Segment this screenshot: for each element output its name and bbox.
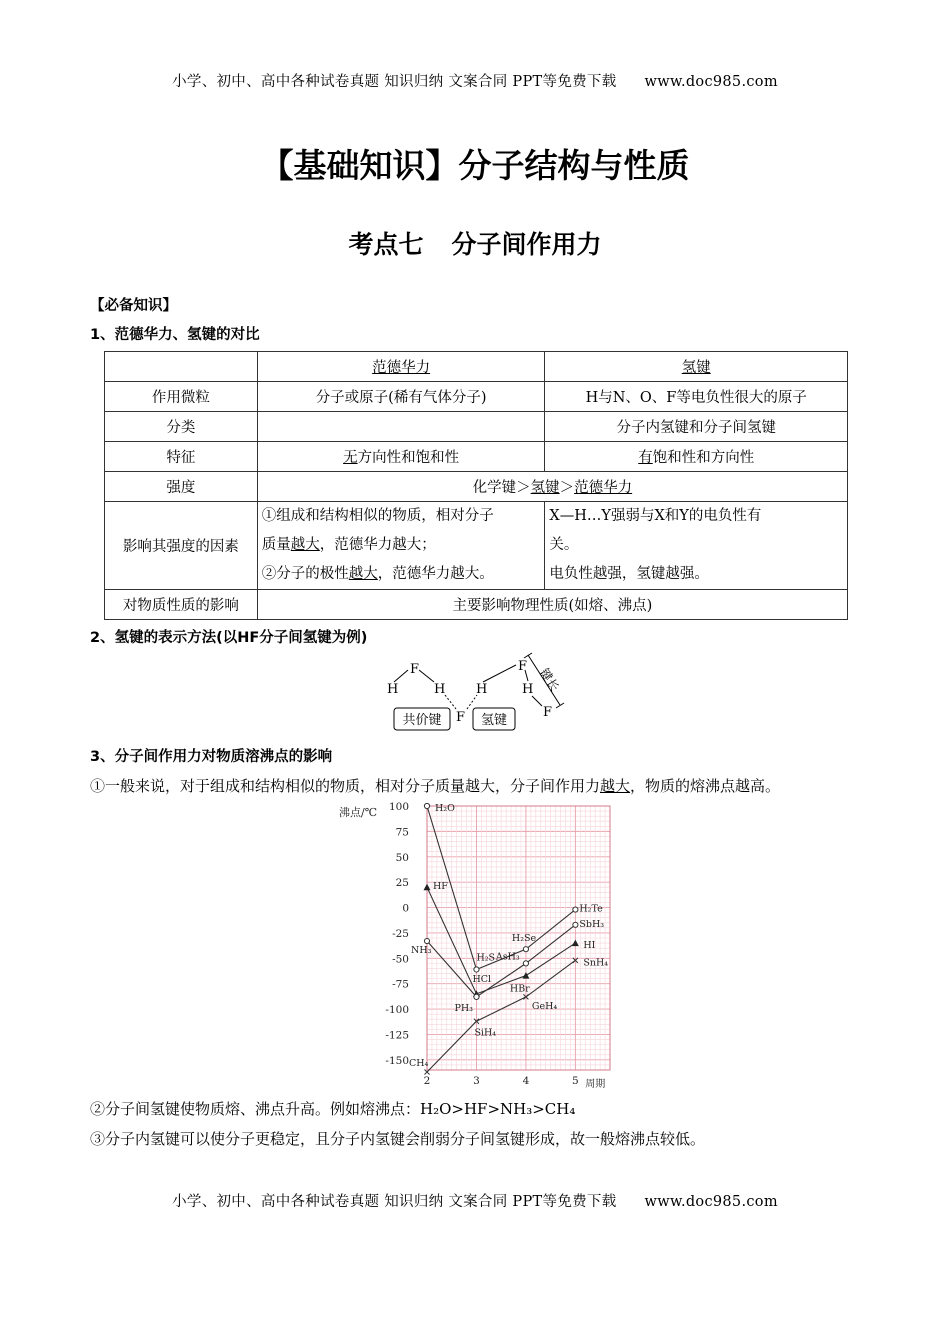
table-cell: 分子内氢键和分子间氢键 bbox=[545, 412, 848, 442]
cell-line bbox=[262, 531, 541, 560]
data-label: H₂Te bbox=[579, 903, 603, 915]
main-title: 【基础知识】分子结构与性质 bbox=[260, 146, 690, 185]
footer-text: 小学、初中、高中各种试卷真题 知识归纳 文案合同 PPT等免费下载 bbox=[172, 1194, 617, 1210]
x-tick-label: 3 bbox=[473, 1075, 480, 1087]
paragraph-2: ②分子间氢键使物质熔、沸点升高。例如熔沸点：H₂O>HF>NH₃>CH₄ bbox=[90, 1100, 576, 1118]
hydrogen-bond-dots bbox=[445, 695, 456, 709]
boiling-point-chart bbox=[335, 800, 615, 1088]
y-tick-label: 75 bbox=[395, 826, 409, 839]
atom-h: H bbox=[387, 682, 399, 697]
atom-h: H bbox=[476, 682, 488, 697]
table-row bbox=[105, 382, 848, 412]
table-row bbox=[105, 472, 848, 502]
header-hbond: 氢键 bbox=[681, 360, 711, 376]
section2-heading: 2、氢键的表示方法(以HF分子间氢键为例) bbox=[90, 630, 368, 646]
table-cell bbox=[545, 502, 848, 590]
hydrogen-bond-dots bbox=[467, 695, 477, 709]
table-cell bbox=[545, 442, 848, 472]
sub-title-part2: 分子间作用力 bbox=[451, 230, 602, 259]
data-point bbox=[523, 961, 528, 966]
row-label: 特征 bbox=[105, 442, 258, 472]
data-label: NH₃ bbox=[411, 945, 432, 957]
underlined-text: 范德华力 bbox=[574, 480, 633, 496]
table-cell bbox=[257, 412, 545, 442]
underlined-text: 越大 bbox=[348, 566, 378, 582]
row-label: 作用微粒 bbox=[105, 382, 258, 412]
covalent-bond-line bbox=[394, 670, 408, 682]
x-tick-label: 2 bbox=[423, 1075, 431, 1087]
sub-title-part1: 考点七 bbox=[348, 230, 424, 259]
bond-length-marker bbox=[556, 703, 564, 708]
table-header-cell bbox=[257, 352, 545, 382]
header-vdw: 范德华力 bbox=[372, 360, 431, 376]
y-tick-label: -125 bbox=[385, 1029, 409, 1042]
table-cell bbox=[257, 442, 545, 472]
cell-text: 化学键＞ bbox=[472, 480, 531, 496]
data-point bbox=[474, 994, 479, 999]
atom-h: H bbox=[434, 682, 446, 697]
data-label: HBr bbox=[509, 983, 530, 995]
data-point bbox=[424, 938, 429, 943]
page-header bbox=[0, 70, 950, 91]
underlined-text: 越大 bbox=[290, 537, 320, 553]
data-point bbox=[523, 947, 528, 952]
cell-line: X—H…Y强弱与X和Y的电负性有 bbox=[549, 508, 762, 524]
header-text: 小学、初中、高中各种试卷真题 知识归纳 文案合同 PPT等免费下载 bbox=[172, 74, 617, 90]
cell-text: 质量 bbox=[261, 537, 291, 553]
cell-text: ，范德华力越大； bbox=[319, 537, 436, 553]
table-cell: 分子或原子(稀有气体分子) bbox=[257, 382, 545, 412]
atom-f: F bbox=[456, 710, 466, 725]
table-header-cell bbox=[545, 352, 848, 382]
x-tick-label: 4 bbox=[522, 1075, 530, 1087]
data-label: HI bbox=[583, 940, 596, 952]
y-tick-label: 0 bbox=[402, 902, 409, 915]
covalent-bond-label: 共价键 bbox=[402, 713, 442, 728]
data-label: H₂S bbox=[476, 952, 496, 964]
cell-text: 饱和性和方向性 bbox=[652, 450, 755, 466]
cell-text: ②分子的极性 bbox=[261, 566, 349, 582]
x-tick-label: 5 bbox=[572, 1075, 579, 1087]
paragraph-3: ③分子内氢键可以使分子更稳定，且分子内氢键会削弱分子间氢键形成，故一般熔沸点较低。 bbox=[90, 1130, 706, 1148]
paragraph-text: ①一般来说，对于组成和结构相似的物质，相对分子质量越大，分子间作用力 bbox=[90, 777, 601, 795]
header-url[interactable]: www.doc985.com bbox=[644, 74, 778, 90]
cell-text: ＞ bbox=[559, 480, 575, 496]
section-label: 【必备知识】 bbox=[90, 298, 177, 314]
paragraph-text: ，物质的熔沸点越高。 bbox=[630, 777, 781, 795]
atom-f: F bbox=[543, 705, 553, 720]
data-label: SiH₄ bbox=[474, 1027, 497, 1039]
section3-heading: 3、分子间作用力对物质溶沸点的影响 bbox=[90, 749, 333, 765]
underlined-text: 无 bbox=[343, 450, 358, 466]
y-axis-label: 沸点/℃ bbox=[339, 806, 378, 819]
covalent-bond-line bbox=[419, 670, 434, 682]
row-label: 分类 bbox=[105, 412, 258, 442]
data-label: GeH₄ bbox=[531, 1000, 558, 1012]
section1-heading: 1、范德华力、氢键的对比 bbox=[90, 327, 260, 343]
underlined-text: 氢键 bbox=[530, 480, 560, 496]
hf-hydrogen-bond-diagram bbox=[380, 650, 580, 735]
underlined-text: 有 bbox=[638, 450, 653, 466]
covalent-bond-line bbox=[483, 665, 516, 682]
table-row bbox=[105, 442, 848, 472]
atom-f: F bbox=[518, 659, 528, 674]
table-cell bbox=[257, 502, 545, 590]
table-row bbox=[105, 412, 848, 442]
y-tick-label: 25 bbox=[395, 877, 409, 890]
table-row bbox=[105, 590, 848, 620]
data-label: SnH₄ bbox=[583, 957, 609, 969]
underlined-text: 越大 bbox=[600, 777, 631, 795]
data-label: HCl bbox=[472, 973, 492, 985]
y-tick-label: -25 bbox=[392, 927, 409, 940]
hydrogen-bond-label: 氢键 bbox=[480, 713, 508, 728]
data-point bbox=[424, 803, 429, 808]
data-label: SbH₃ bbox=[579, 918, 605, 930]
table-header-row bbox=[105, 352, 848, 382]
cell-line: 电负性越强，氢键越强。 bbox=[549, 566, 709, 582]
table-cell bbox=[105, 352, 258, 382]
table-cell: 主要影响物理性质(如熔、沸点) bbox=[257, 590, 847, 620]
y-tick-label: -100 bbox=[385, 1004, 409, 1017]
cell-line: ①组成和结构相似的物质，相对分子 bbox=[261, 508, 494, 524]
row-label: 强度 bbox=[105, 472, 258, 502]
table-cell: H与N、O、F等电负性很大的原子 bbox=[545, 382, 848, 412]
data-point bbox=[573, 922, 578, 927]
y-tick-label: -75 bbox=[392, 978, 409, 991]
atom-h: H bbox=[522, 682, 534, 697]
data-point bbox=[474, 967, 479, 972]
y-tick-label: 100 bbox=[388, 801, 409, 813]
covalent-bond-line bbox=[532, 696, 542, 706]
x-axis-label: 周期 bbox=[585, 1079, 606, 1088]
atom-f: F bbox=[410, 662, 420, 677]
cell-line bbox=[262, 560, 541, 589]
data-label: HF bbox=[433, 881, 448, 893]
data-point bbox=[573, 907, 578, 912]
cell-text: 方向性和饱和性 bbox=[357, 450, 460, 466]
cell-text: ，范德华力越大。 bbox=[377, 566, 494, 582]
table-row bbox=[105, 502, 848, 590]
data-label: H₂Se bbox=[511, 933, 537, 945]
data-label: H₂O bbox=[435, 803, 455, 814]
bond-length-label: 键长 bbox=[537, 665, 562, 694]
y-tick-label: -50 bbox=[392, 953, 409, 966]
data-label: PH₃ bbox=[454, 1002, 473, 1014]
footer-url[interactable]: www.doc985.com bbox=[644, 1194, 778, 1210]
y-tick-label: -150 bbox=[385, 1054, 409, 1067]
y-tick-label: 50 bbox=[395, 851, 409, 864]
page-footer bbox=[0, 1190, 950, 1211]
paragraph-1 bbox=[90, 775, 780, 796]
sub-title bbox=[0, 225, 950, 261]
row-label: 对物质性质的影响 bbox=[105, 590, 258, 620]
data-label: AsH₃ bbox=[495, 951, 520, 963]
table-cell bbox=[257, 472, 847, 502]
bond-length-marker bbox=[524, 653, 532, 658]
data-label: CH₄ bbox=[409, 1058, 429, 1070]
cell-line: 关。 bbox=[549, 537, 579, 553]
comparison-table bbox=[104, 351, 848, 620]
row-label: 影响其强度的因素 bbox=[105, 502, 258, 590]
